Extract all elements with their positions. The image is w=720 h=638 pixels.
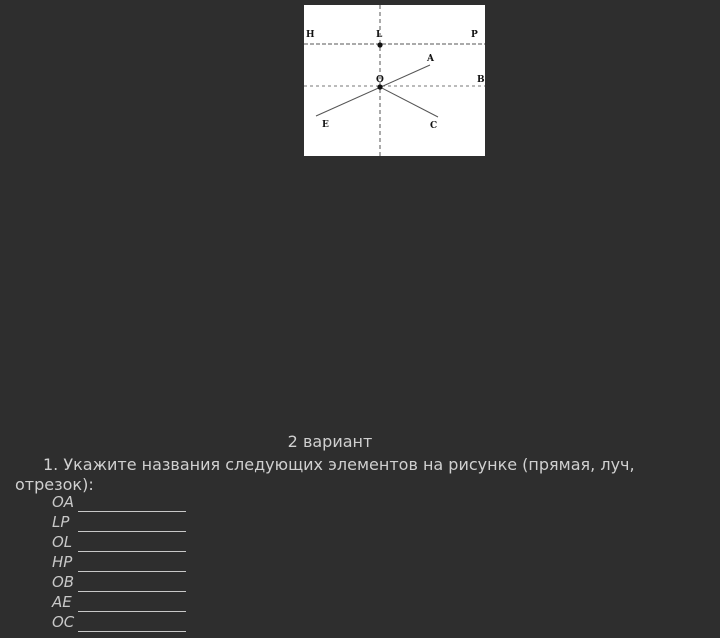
segment-ea: [316, 65, 430, 116]
ray-oc: [380, 87, 438, 117]
answer-item: [52, 612, 186, 632]
task-text-line2: отрезок):: [15, 475, 94, 494]
label-c: C: [430, 121, 438, 131]
answer-blank[interactable]: [78, 616, 186, 632]
segment-name: HP: [52, 553, 73, 571]
segment-name: LP: [52, 513, 70, 531]
answer-blank[interactable]: [78, 516, 186, 532]
label-a: A: [427, 54, 434, 64]
geometry-drawing: [304, 5, 485, 156]
answer-blank[interactable]: [78, 576, 186, 592]
answer-blank[interactable]: [78, 596, 186, 612]
point-o: [377, 84, 382, 89]
segment-name: AE: [52, 593, 72, 611]
answer-item: [52, 552, 186, 572]
answer-item: [52, 572, 186, 592]
task-text-line1: 1. Укажите названия следующих элементов на рисунке (прямая, луч,: [43, 455, 635, 474]
answer-item: [52, 492, 186, 512]
answer-blank[interactable]: [78, 536, 186, 552]
label-b: B: [477, 75, 485, 85]
point-l: [377, 42, 382, 47]
segment-name: OB: [52, 573, 75, 591]
geometry-figure: [304, 5, 485, 156]
variant-title: 2 вариант: [287, 432, 373, 451]
segment-name: OC: [52, 613, 75, 631]
answer-item: [52, 532, 186, 552]
label-o: O: [376, 75, 384, 85]
answer-blank[interactable]: [78, 496, 186, 512]
segment-name: OL: [52, 533, 73, 551]
answer-item: [52, 592, 186, 612]
label-e: E: [322, 120, 329, 130]
answer-list: [52, 492, 186, 632]
segment-name: OA: [52, 493, 75, 511]
label-h: H: [306, 30, 315, 40]
label-l: L: [376, 30, 383, 40]
answer-item: [52, 512, 186, 532]
label-p: P: [471, 30, 478, 40]
answer-blank[interactable]: [78, 556, 186, 572]
